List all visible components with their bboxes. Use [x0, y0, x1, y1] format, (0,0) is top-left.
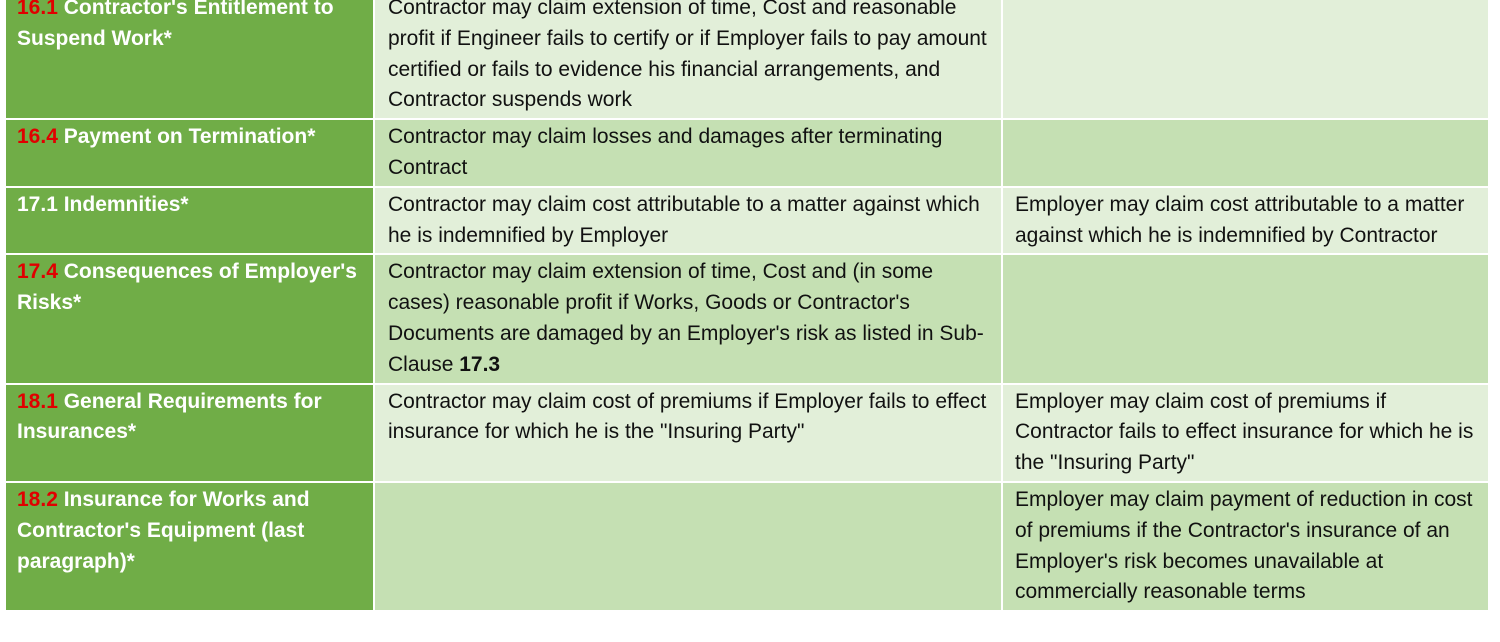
employer-claim-cell [1002, 254, 1489, 383]
employer-claim-cell [1002, 187, 1489, 255]
employer-claim-cell [1002, 0, 1489, 119]
clause-number: 17.1 [17, 192, 58, 216]
clause-number: 16.1 [17, 0, 58, 19]
contractor-claim-cell [374, 187, 1002, 255]
clause-number: 16.4 [17, 125, 58, 149]
contractor-claim-cell [374, 0, 1002, 119]
employer-claim-cell [1002, 482, 1489, 611]
employer-claim-text: Employer may claim cost of premiums if Contractor fails to effect insurance for which he is the "Insuring Party" [1015, 389, 1474, 475]
clause-cell [6, 254, 374, 383]
clause-number: 18.1 [17, 389, 58, 413]
clause-cell [6, 482, 374, 611]
clause-title: General Requirements for Insurances* [17, 389, 322, 444]
clause-title: Consequences of Employer's Risks* [17, 260, 357, 315]
contractor-claim-text: Contractor may claim losses and damages after terminating Contract [388, 125, 943, 179]
clause-cell [6, 187, 374, 255]
employer-claim-text: Employer may claim cost attributable to a matter against which he is indemnified by Contractor [1015, 192, 1465, 247]
table-row [6, 0, 1489, 119]
table-row [6, 254, 1489, 383]
claims-table [6, 0, 1490, 612]
contractor-claim-text: Contractor may claim cost of premiums if Employer fails to effect insurance for which he is the "Insuring Party" [388, 389, 987, 444]
employer-claim-cell [1002, 384, 1489, 482]
employer-claim-cell [1002, 119, 1489, 187]
employer-claim-text: Employer may claim payment of reduction in cost of premiums if the Contractor's insurance of an Employer's risk becomes unavailable at commercially reasonable terms [1015, 487, 1473, 604]
clause-title: Contractor's Entitlement to Suspend Work* [17, 0, 334, 50]
contractor-claim-cell [374, 254, 1002, 383]
clause-number: 17.4 [17, 260, 58, 284]
clause-title: Payment on Termination* [63, 125, 316, 149]
clause-title: Indemnities* [63, 192, 189, 216]
sub-clause-reference: 17.3 [459, 352, 501, 376]
table-row [6, 187, 1489, 255]
table-row [6, 482, 1489, 611]
clause-cell [6, 384, 374, 482]
contractor-claim-text: Contractor may claim extension of time, Cost and (in some cases) reasonable profit if Works, Goods or Contractor's Documents are damaged by an Employer's risk as listed in Sub-Clause [388, 260, 984, 376]
contractor-claim-cell [374, 119, 1002, 187]
clause-title: Insurance for Works and Contractor's Equipment (last paragraph)* [17, 487, 310, 573]
clause-cell [6, 0, 374, 119]
contractor-claim-text: Contractor may claim extension of time, Cost and reasonable profit if Engineer fails to certify or if Employer fails to pay amount certified or fails to evidence his financial arrangements, and Contractor suspends work [388, 0, 987, 112]
contractor-claim-cell [374, 384, 1002, 482]
table-row [6, 384, 1489, 482]
table-row [6, 119, 1489, 187]
contractor-claim-text: Contractor may claim cost attributable to a matter against which he is indemnified by Employer [388, 192, 980, 247]
clause-number: 18.2 [17, 487, 58, 511]
contractor-claim-cell [374, 482, 1002, 611]
clause-cell [6, 119, 374, 187]
